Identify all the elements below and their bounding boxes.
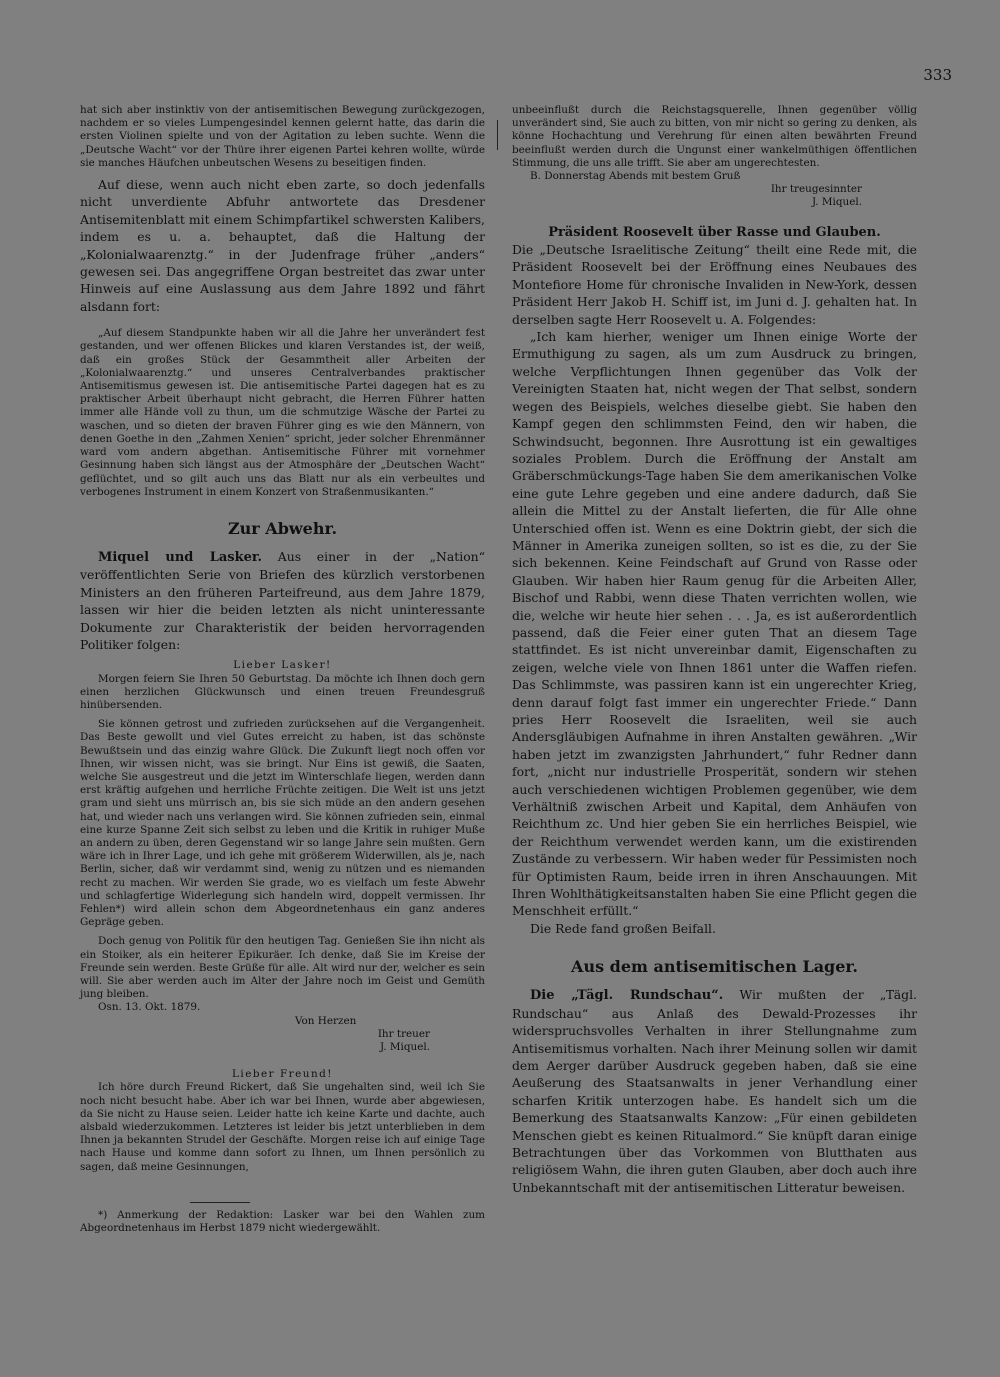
letter1-closing-b: Ihr treuer: [377, 1027, 430, 1040]
intro-large-paragraph: Auf diese, wenn auch nicht eben zarte, so doch jedenfalls nicht unverdiente Abfuhr antwortete das Dresdener Antisemitenblatt mit einem Schimpfartikel schwersten Kalibers, indem es u. a. behauptet, daß die Haltung der „Kolonialwaarenztg.“ in der Judenfrage früher „anders“ gewesen sei. Das angegriffene Organ bestreitet das zwar unter Hinweis auf eine Auslassung aus dem Jahre 1892 und fährt alsdann fort:: [80, 177, 485, 314]
page-number: 333: [923, 66, 952, 84]
footnote: *) Anmerkung der Redaktion: Lasker war bei den Wahlen zum Abgeordnetenhaus im Herbst 1879 nicht wiedergewählt.: [80, 1208, 485, 1235]
column-rule: [497, 120, 498, 150]
letter2-paragraph-1: Ich höre durch Freund Rickert, daß Sie ungehalten sind, weil ich Sie noch nicht besucht habe. Aber ich war bei Ihnen, wurde aber abgewiesen, da Sie nicht zu Hause seien. Leider hatte ich keine Karte und dachte, auch alsbald wiederzukommen. Letzteres ist leider bis jetzt unterblieben in dem Ihnen ja bekannten Strudel der Geschäfte. Morgen reise ich auf einige Tage nach Hause und komme dann sofort zu Ihnen, um Ihnen persönlich zu sagen, daß meine Gesinnungen,: [80, 1081, 485, 1173]
letter1-paragraph-3: Doch genug von Politik für den heutigen Tag. Genießen Sie ihn nicht als ein Stoiker, als ein heiterer Epikuräer. Ich denke, daß Sie im Kreise der Freunde sein werden. Beste Grüße für alle. Alt wird nur der, welcher es sein will. Sie aber werden auch im Alter der Jahre noch im Geist und Gemüth jung bleiben.: [80, 935, 485, 1001]
letter1-signature: J. Miquel.: [379, 1041, 430, 1054]
letter1-closing-a: Von Herzen: [295, 1014, 357, 1027]
letter2-date: B. Donnerstag Abends mit bestem Gruß: [530, 170, 741, 183]
roosevelt-quote: „Ich kam hierher, weniger um Ihnen einige Worte der Ermuthigung zu sagen, als um zum Ausdruck zu bringen, welche Verpflichtungen Ihnen gegenüber das Volk der Vereinigten Staaten hat, nicht wegen der That selbst, sondern wegen des Beispiels, welches dieselbe giebt. Sie haben den Kampf gegen den schlimmsten Feind, den wir haben, die Schwindsucht, begonnen. Ihre Ausrottung ist ein gewaltiges soziales Problem. Durch die Eröffnung der Anstalt am Gräberschmückungs-Tage haben Sie dem amerikanischen Volke eine gute Lehre gegeben und eine andere dadurch, daß Sie allein die Mittel zu der Anstalt lieferten, die für Alle ohne Unterschied offen ist. Wenn es eine Doktrin giebt, der sich die Männer in Amerika zuneigen sollten, so ist es die, zu der Sie sich bekennen. Keine Feindschaft auf Grund von Rasse oder Glauben. Wir haben hier Raum genug für die Arbeiten Aller, Bischof und Rabbi, wenn diese Thaten verrichten wollen, wie die, welche wir heute hier sehen . . . Ja, es ist außerordentlich passend, daß die Feier einer guten That an diesem Tage stattfindet. Es ist nicht unvereinbar damit, Eigenschaften zu zeigen, welche viele von Ihnen 1861 unter die Waffen riefen. Das Schlimmste, was passiren kann ist ein ungerechter Krieg, denn darauf folgt fast immer ein ungerechter Friede.“ Dann pries Herr Roosevelt die Israeliten, weil sie auch Andersgläubigen Aufnahme in ihren Anstalten gewähren. „Wir haben jetzt im zwanzigsten Jahrhundert,“ fuhr Redner dann fort, „nicht nur industrielle Prosperität, sondern wir stehen auch verschiedenen wichtigen Problemen gegenüber, wie dem Verhältniß zwischen Arbeit und Kapital, dem Anhäufen von Reichthum zc. Und hier geben Sie ein herrliches Beispiel, wie der Reichthum verwendet werden kann, um die existirenden Zustände zu verbessern. Wir haben weder für Pessimisten noch für Optimisten Raum, beide irren in ihren Anschauungen. Mit Ihren Wohlthätigkeitsanstalten haben Sie eine Pflicht gegen die Menschheit erfüllt.“: [512, 329, 917, 919]
salutation-freund: Lieber Freund!: [232, 1068, 333, 1081]
letter2-closing: Ihr treugesinnter: [770, 183, 862, 196]
miquel-heading: Miquel und Lasker.: [98, 549, 263, 565]
left-column: [80, 104, 485, 1235]
roosevelt-heading: Präsident Roosevelt über Rasse und Glauben.: [548, 224, 881, 240]
rundschau-text: Wir mußten der „Tägl. Rundschau“ aus Anlaß des Dewald-Prozesses ihr widerspruchsvolles Verhalten in ihrer Stellungnahme zum Antisemitismus vorhalten. Nach ihrer Meinung sollen wir damit dem Aerger darüber Ausdruck gegeben haben, daß sie eine Aeußerung des Staatsanwalts in jener Verhandlung einer scharfen Kritik unterzogen habe. Es handelt sich um die Bemerkung des Staatsanwalts Kanzow: „Für einen gebildeten Menschen giebt es keinen Ritualmord.“ Sie knüpft daran einige Betrachtungen über das Vorkommen von Blutthaten aus religiösem Wahn, die ihren guten Glauben, aber doch auch ihre Unbekanntschaft mit der antisemitischen Litteratur beweisen.: [512, 987, 917, 1195]
letter1-paragraph-2: Sie können getrost und zufrieden zurücksehen auf die Vergangenheit. Das Beste gewollt und viel Gutes erreicht zu haben, ist das schönste Bewußtsein und das einzig wahre Glück. Die Zukunft liegt noch offen vor Ihnen, wir wissen nicht, was sie bringt. Nur Eins ist gewiß, die Saaten, welche Sie ausgestreut und die jetzt im Winterschlafe liegen, werden dann erst kräftig aufgehen und herrliche Früchte zeitigen. Die Welt ist uns jetzt gram und sieht uns mürrisch an, bis sie sich müde an den andern gesehen hat, und wieder nach uns verlangen wird. Sie können zufrieden sein, einmal eine kurze Spanne Zeit sich selbst zu leben und die Kritik in ruhiger Muße an andern zu üben, deren Gegenstand wir so lange Jahre sein mußten. Gern wäre ich in Ihrer Lage, und ich gehe mit größerem Widerwillen, als je, nach Berlin, sicher, daß wir verdammt sind, wenig zu nützen und es niemanden recht zu machen. Wir werden Sie grade, wo es vielfach um feste Abwehr und schlagfertige Widerlegung sich handeln wird, doppelt vermissen. Ihr Fehlen*) wird allein schon dem Abgeordnetenhaus ein ganz anderes Gepräge geben.: [80, 718, 485, 929]
rundschau-article: [512, 986, 917, 1196]
footnote-rule: [190, 1202, 250, 1203]
right-column: [512, 104, 917, 1196]
rundschau-heading: Die „Tägl. Rundschau“.: [530, 988, 724, 1004]
roosevelt-end: Die Rede fand großen Beifall.: [530, 920, 716, 936]
letter1-place-date: Osn. 13. Okt. 1879.: [98, 1001, 201, 1014]
letter2-continuation: unbeeinflußt durch die Reichstagsquerelle, Ihnen gegenüber völlig unverändert sind, Sie auch zu bitten, von mir nicht so gering zu denken, als könne Hochachtung und Verehrung für einen alten bewährten Freund beeinflußt werden durch die Ungunst einer wankelmüthigen öffentlichen Stimmung, die uns alle trifft. Sie aber am ungerechtesten.: [512, 104, 917, 169]
salutation-lasker: Lieber Lasker!: [233, 659, 332, 672]
letter1-paragraph-1: Morgen feiern Sie Ihren 50 Geburtstag. Da möchte ich Ihnen doch gern einen herzlichen Glückwunsch und einen treuen Freundesgruß hinübersenden.: [80, 672, 485, 711]
intro-small-paragraph: hat sich aber instinktiv von der antisemitischen Bewegung zurückgezogen, nachdem er so vieles Lumpengesindel kennen gelernt hatte, das darin die ersten Violinen spielte und von der Agitation zu leben suchte. Wenn die „Deutsche Wacht“ vor der Thüre ihrer eigenen Partei kehren wollte, würde sie manches Häufchen unbeutschen Wesens zu beseitigen finden.: [80, 104, 485, 169]
letter2-signature: J. Miquel.: [811, 196, 862, 209]
miquel-intro: Aus einer in der „Nation“ veröffentlichten Serie von Briefen des kürzlich verstorbenen Ministers an den früheren Parteifreund, aus dem Jahre 1879, lassen wir hier die beiden letzten als nicht uninteressante Dokumente zur Charakteristik der beiden hervorragenden Politiker folgen:: [80, 548, 485, 652]
section-title-antisemitic-camp: Aus dem antisemitischen Lager.: [571, 957, 858, 977]
miquel-article: [80, 548, 485, 653]
section-title-abwehr: Zur Abwehr.: [227, 518, 338, 538]
roosevelt-intro: Die „Deutsche Israelitische Zeitung“ theilt eine Rede mit, die Präsident Roosevelt bei der Eröffnung eines Neubaues des Montefiore Home für chronische Invaliden in New-York, dessen Präsident Herr Jakob H. Schiff ist, im Juni d. J. gehalten hat. In derselben sagte Herr Roosevelt u. A. Folgendes:: [512, 242, 917, 327]
kolonial-quote: „Auf diesem Standpunkte haben wir all die Jahre her unverändert fest gestanden, und wer offenen Blickes und klaren Verstandes ist, der weiß, daß ein großes Stück der Gesammtheit aller Arbeiten der „Kolonialwaarenztg.“ und unseres Centralverbandes praktischer Antisemitismus gewesen ist. Die antisemitische Partei dagegen hat es zu praktischer Arbeit überhaupt nicht gebracht, die Herren Führer hatten immer alle Hände voll zu thun, um die schmutzige Wäsche der Partei zu waschen, und so dieten der braven Führer ging es wie den Männern, von denen Goethe in den „Zahmen Xenien“ spricht, jeder solcher Ehrenmänner ward vom andern abgethan. Antisemitische Führer mit vornehmer Gesinnung haben sich längst aus der Atmosphäre der „Deutschen Wacht“ geflüchtet, und so gilt auch uns das Blatt nur als ein verbeultes und verbogenes Instrument in einem Konzert von Straßenmusikanten.“: [80, 327, 485, 498]
